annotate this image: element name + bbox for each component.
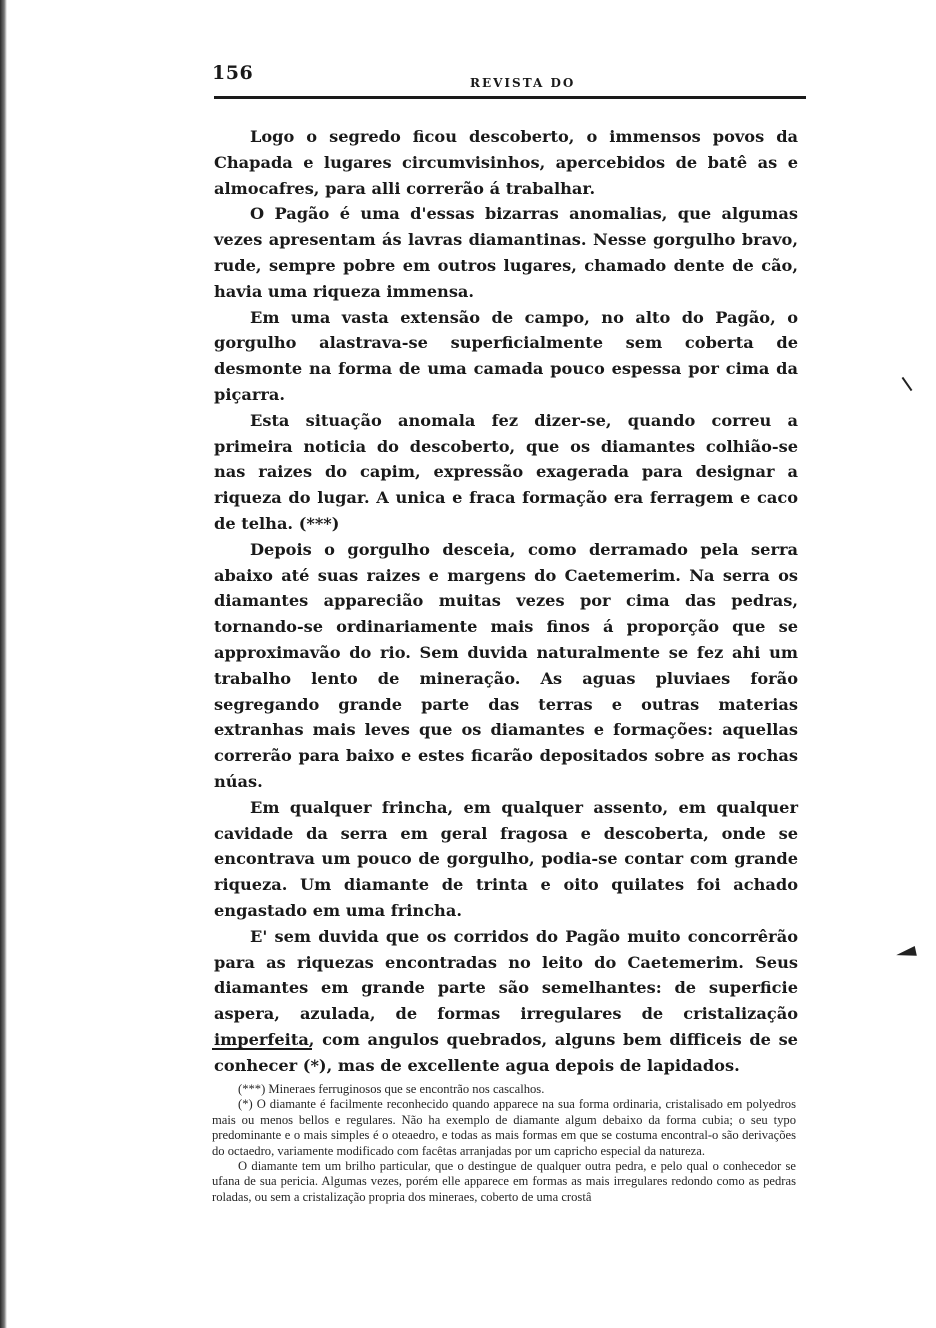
page-number: 156 — [212, 62, 254, 84]
footnote: (*) O diamante é facilmente reconhecido quando apparece na sua forma ordinaria, cristalisado em polyedros mais ou menos bellos e regulares. Não ha exemplo de diamante algum debaixo da forma cubia; o seu typo predominante e o mais simples é o oteaedro, e todas as mais formas em que se costuma encontral-o são derivações do octaedro, variamente modificado com facêtas arranjadas por um capricho especial da natureza. — [212, 1097, 796, 1158]
paragraph: Esta situação anomala fez dizer-se, quando correu a primeira noticia do descoberto, que os diamantes colhião-se nas raizes do capim, expressão exagerada para designar a riqueza do lugar. A unica e fraca formação era ferragem e caco de telha. (***) — [214, 410, 798, 533]
paragraph: Depois o gorgulho desceia, como derramado pela serra abaixo até suas raizes e margens do Caetemerim. Na serra os diamantes apparecião muitas vezes por cima das pedras, tornando-se ordinariamente mais finos á proporção que se approximavão do rio. Sem duvida naturalmente se fez ahi um trabalho lento de mineração. As aguas pluviaes forão segregando grande parte das terras e outras materias extranhas mais leves que os diamantes e formações: aquellas correrão para baixo e estes ficarão depositados sobre as rochas núas. — [214, 539, 798, 791]
paragraph: Logo o segredo ficou descoberto, o immensos povos da Chapada e lugares circumvisinhos, apercebidos de batê as e almocafres, para alli correrão á trabalhar. — [214, 127, 798, 198]
running-head-title: REVISTA DO — [470, 76, 576, 90]
margin-mark — [902, 377, 913, 391]
page-edge-shadow — [0, 0, 7, 1328]
margin-pointer-mark — [895, 946, 917, 960]
paragraph: O Pagão é uma d'essas bizarras anomalias, que algumas vezes apresentam ás lavras diamantinas. Nesse gorgulho bravo, rude, sempre pobre em outros lugares, chamado dente de cão, havia uma riqueza immensa. — [214, 204, 798, 301]
footnote: (***) Mineraes ferruginosos que se encontrão nos cascalhos. — [238, 1082, 545, 1096]
footnotes-block — [212, 1082, 796, 1205]
paragraph: Em uma vasta extensão de campo, no alto do Pagão, o gorgulho alastrava-se superficialmente sem coberta de desmonte na forma de uma camada pouco espessa por cima da piçarra. — [214, 307, 798, 404]
footnote: O diamante tem um brilho particular, que o destingue de qualquer outra pedra, e pelo qual o conhecedor se ufana de sua pericia. Algumas vezes, porém elle apparece em formas as mais irregulares redondo como as pedras roladas, ou sem a cristalização propria dos mineraes, coberto de uma crostâ — [212, 1159, 796, 1204]
paragraph: Em qualquer frincha, em qualquer assento, em qualquer cavidade da serra em geral fragosa e descoberta, onde se encontrava um pouco de gorgulho, podia-se contar com grande riqueza. Um diamante de trinta e oito quilates foi achado engastado em uma frincha. — [214, 797, 798, 920]
footnote-rule — [212, 1048, 312, 1050]
paragraph: E' sem duvida que os corridos do Pagão muito concorrêrão para as riquezas encontradas no leito do Caetemerim. Seus diamantes em grande parte são semelhantes: de superficie aspera, azulada, de formas irregulares de cristalização imperfeita, com angulos quebrados, alguns bem difficeis de se conhecer (*), mas de excellente agua depois de lapidados. — [214, 926, 798, 1075]
main-text-block — [214, 124, 798, 1078]
header-rule — [214, 96, 806, 99]
